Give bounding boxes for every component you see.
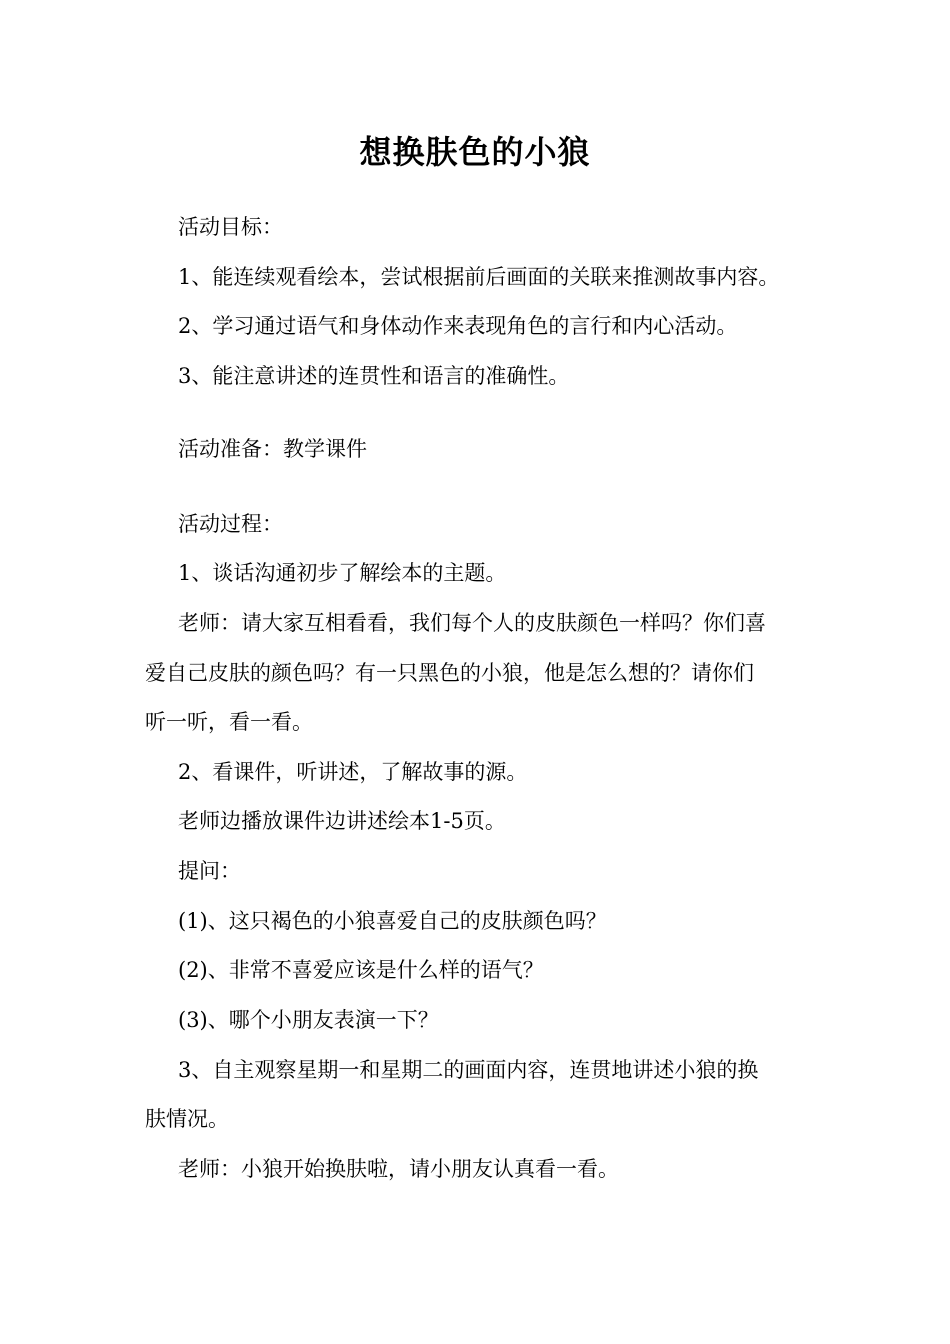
paragraph-line: 提问：: [178, 859, 241, 883]
section-heading-process: 活动过程：: [178, 512, 283, 536]
section-heading-goals: 活动目标：: [178, 215, 283, 239]
paragraph-line: 2、学习通过语气和身体动作来表现角色的言行和内心活动。: [178, 314, 738, 338]
section-heading-preparation: 活动准备：教学课件: [178, 437, 367, 461]
document-title: 想换肤色的小狼: [359, 133, 591, 171]
paragraph-line: 1、能连续观看绘本，尝试根据前后画面的关联来推测故事内容。: [178, 265, 780, 289]
paragraph-line: 肤情况。: [145, 1107, 229, 1131]
paragraph-line: (3)、哪个小朋友表演一下？: [178, 1008, 439, 1032]
paragraph-line: (2)、非常不喜爱应该是什么样的语气？: [178, 958, 544, 982]
paragraph-line: 老师：请大家互相看看，我们每个人的皮肤颜色一样吗？你们喜: [178, 611, 766, 635]
paragraph-line: 3、自主观察星期一和星期二的画面内容，连贯地讲述小狼的换: [178, 1058, 759, 1082]
paragraph-line: 1、谈话沟通初步了解绘本的主题。: [178, 561, 507, 585]
paragraph-line: 爱自己皮肤的颜色吗？有一只黑色的小狼，他是怎么想的？请你们: [145, 661, 754, 685]
paragraph-line: 3、能注意讲述的连贯性和语言的准确性。: [178, 364, 570, 388]
paragraph-line: (1)、这只褐色的小狼喜爱自己的皮肤颜色吗？: [178, 909, 607, 933]
paragraph-line: 2、看课件，听讲述，了解故事的源。: [178, 760, 528, 784]
paragraph-line: 老师：小狼开始换肤啦，请小朋友认真看一看。: [178, 1157, 619, 1181]
paragraph-line: 听一听，看一看。: [145, 710, 313, 734]
paragraph-line: 老师边播放课件边讲述绘本1-5页。: [178, 809, 506, 833]
